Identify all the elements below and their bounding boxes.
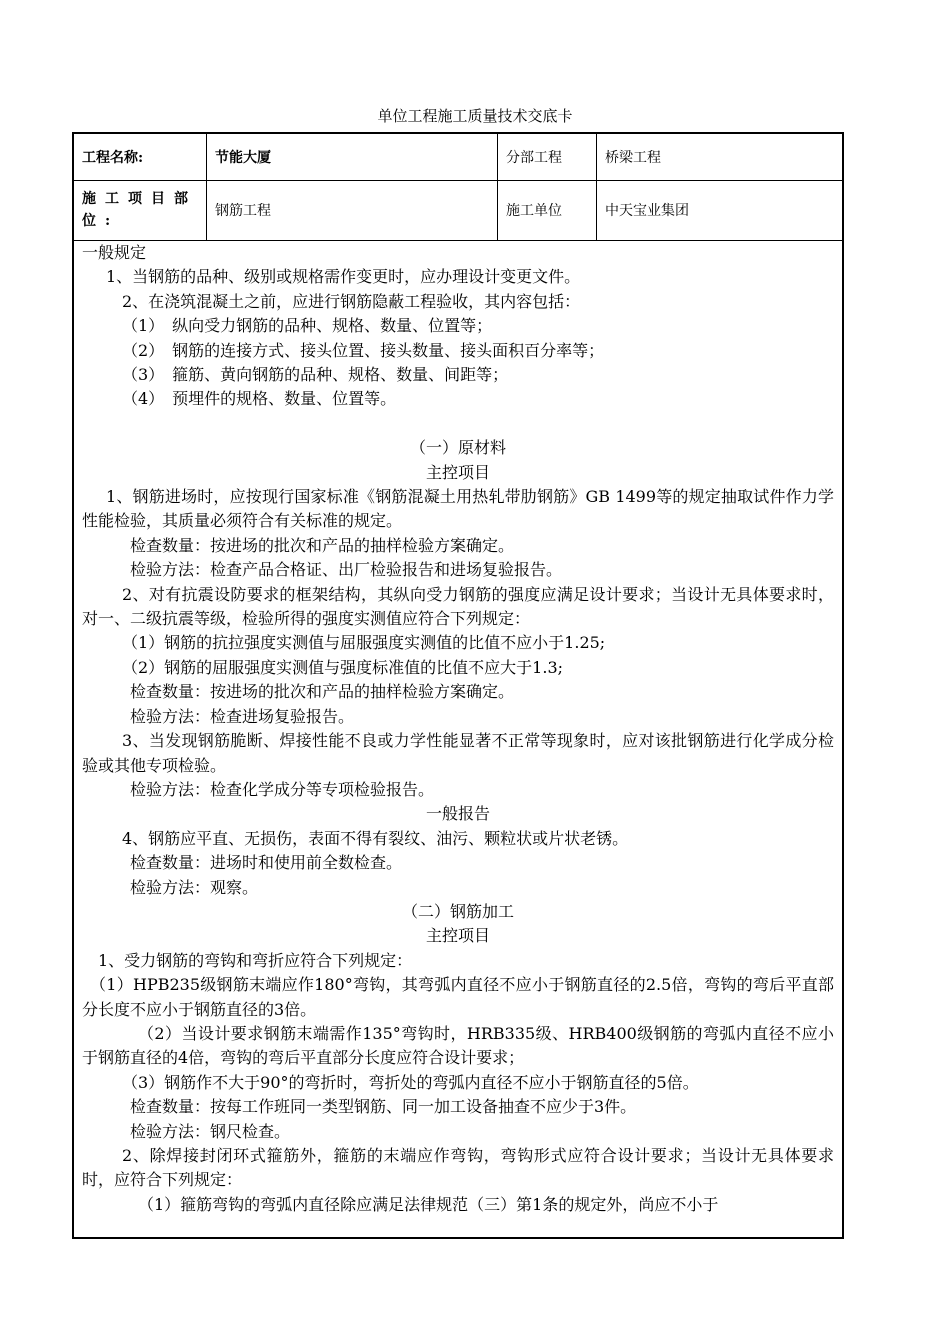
unit-value: 中天宝业集团 [605,203,689,219]
section-heading: （一）原材料 [409,438,506,458]
subsection-heading: 主控项目 [425,462,490,482]
unit-label: 施工单位 [498,180,597,240]
paragraph: 1、钢筋进场时，应按现行国家标准《钢筋混凝土用热轧带肋钢筋》GB 1499等的规定抽取试件作力学性能检验，其质量必须符合有关标准的规定。 [82,487,834,531]
subsection-heading: 主控项目 [425,926,490,946]
section-heading: （二）钢筋加工 [401,901,514,921]
list-item: （1）钢筋的抗拉强度实测值与屈服强度实测值的比值不应小于1.25; [122,633,606,653]
list-item: （2）当设计要求钢筋末端需作135°弯钩时，HRB335级、HRB400级钢筋的弯弧内直径不应小于钢筋直径的4倍，弯钩的弯后平直部分长度应符合设计要求； [82,1023,834,1068]
paragraph: 1、当钢筋的品种、级别或规格需作变更时，应办理设计变更文件。 [106,267,581,287]
header-row-2 [74,180,842,241]
subsection-heading: 一般报告 [425,804,490,824]
paragraph: 检查数量：按每工作班同一类型钢筋、同一加工设备抽查不应少于3件。 [130,1097,637,1117]
section-heading: 一般规定 [82,243,147,262]
list-item: （2） 钢筋的连接方式、接头位置、接头数量、接头面积百分率等； [122,340,605,360]
paragraph: 检查数量：按进场的批次和产品的抽样检验方案确定。 [130,535,515,555]
sub-project-label: 分部工程 [498,134,597,180]
paragraph: 检验方法：检查化学成分等专项检验报告。 [130,779,435,799]
list-item: （1）箍筋弯钩的弯弧内直径除应满足法律规范（三）第1条的规定外，尚应不小于 [138,1194,719,1214]
list-item: （3）钢筋作不大于90°的弯折时，弯折处的弯弧内直径不应小于钢筋直径的5倍。 [122,1072,699,1092]
paragraph: 2、在浇筑混凝土之前，应进行钢筋隐蔽工程验收，其内容包括： [122,291,581,311]
list-item: （4） 预埋件的规格、数量、位置等。 [122,389,397,409]
paragraph: 检验方法：钢尺检查。 [130,1121,291,1141]
document-title: 单位工程施工质量技术交底卡 [377,107,573,125]
part-value: 钢筋工程 [207,180,498,240]
disclosure-body [82,241,834,1217]
paragraph: 检验方法：检查产品合格证、出厂检验报告和进场复验报告。 [130,560,563,580]
project-name-label: 工程名称: [74,134,207,180]
list-item: （1） 纵向受力钢筋的品种、规格、数量、位置等； [122,316,493,336]
paragraph: 2、除焊接封闭环式箍筋外，箍筋的末端应作弯钩，弯钩形式应符合设计要求；当设计无具体要求时，应符合下列规定： [82,1146,834,1190]
paragraph: 检查数量：按进场的批次和产品的抽样检验方案确定。 [130,682,515,702]
list-item: （3） 箍筋、黄向钢筋的品种、规格、数量、间距等； [122,365,509,385]
paragraph: 检验方法：检查进场复验报告。 [130,706,355,726]
paragraph: 检验方法：观察。 [130,877,259,897]
paragraph: 3、当发现钢筋脆断、焊接性能不良或力学性能显著不正常等现象时，应对该批钢筋进行化学成分检验或其他专项检验。 [82,731,834,775]
sub-project-value: 桥梁工程 [605,150,661,166]
list-item: （1）HPB235级钢筋末端应作180°弯钩，其弯弧内直径不应小于钢筋直径的2.5倍，弯钩的弯后平直部分长度不应小于钢筋直径的3倍。 [82,975,834,1019]
paragraph: 检查数量：进场时和使用前全数检查。 [130,853,403,873]
disclosure-card [72,132,844,1239]
list-item: （2）钢筋的屈服强度实测值与强度标准值的比值不应大于1.3; [122,657,564,677]
blank-line [82,412,834,436]
paragraph: 2、对有抗震设防要求的框架结构，其纵向受力钢筋的强度应满足设计要求；当设计无具体要求时，对一、二级抗震等级，检验所得的强度实测值应符合下列规定： [82,584,834,629]
project-name-value: 节能大厦 [207,134,498,180]
paragraph: 4、钢筋应平直、无损伤，表面不得有裂纹、油污、颗粒状或片状老锈。 [122,828,629,848]
paragraph: 1、受力钢筋的弯钩和弯折应符合下列规定： [98,950,413,970]
part-label: 施工项目部位: [74,180,207,240]
header-row-1 [74,134,842,181]
